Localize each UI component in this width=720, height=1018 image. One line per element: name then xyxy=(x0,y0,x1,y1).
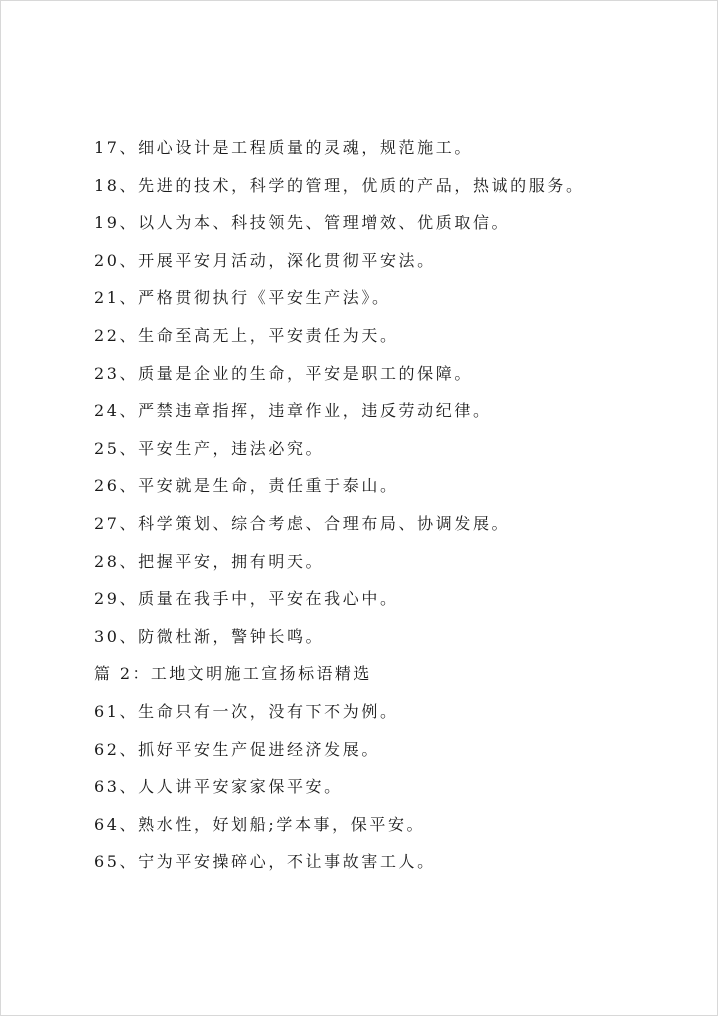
slogan-line-61: 61、生命只有一次，没有下不为例。 xyxy=(94,701,399,721)
document-body xyxy=(94,129,694,881)
slogan-line-27: 27、科学策划、综合考虑、合理布局、协调发展。 xyxy=(94,513,511,533)
slogan-line-28: 28、把握平安，拥有明天。 xyxy=(94,551,325,571)
slogan-line-64: 64、熟水性，好划船;学本事，保平安。 xyxy=(94,814,426,834)
section-heading: 篇 2：工地文明施工宣扬标语精选 xyxy=(94,664,372,684)
slogan-line-23: 23、质量是企业的生命，平安是职工的保障。 xyxy=(94,363,473,383)
slogan-line-29: 29、质量在我手中，平安在我心中。 xyxy=(94,589,399,609)
slogan-line-17: 17、细心设计是工程质量的灵魂，规范施工。 xyxy=(94,138,473,157)
slogan-line-26: 26、平安就是生命，责任重于泰山。 xyxy=(94,476,399,496)
slogan-line-30: 30、防微杜渐，警钟长鸣。 xyxy=(94,626,325,646)
slogan-line-22: 22、生命至高无上，平安责任为天。 xyxy=(94,325,399,345)
slogan-line-20: 20、开展平安月活动，深化贯彻平安法。 xyxy=(94,250,436,270)
slogan-line-62: 62、抓好平安生产促进经济发展。 xyxy=(94,739,380,759)
slogan-line-21: 21、严格贯彻执行《平安生产法》。 xyxy=(94,288,391,308)
slogan-line-18: 18、先进的技术，科学的管理，优质的产品，热诚的服务。 xyxy=(94,175,585,195)
slogan-line-24: 24、严禁违章指挥，违章作业，违反劳动纪律。 xyxy=(94,401,492,421)
slogan-line-25: 25、平安生产，违法必究。 xyxy=(94,438,325,458)
slogan-line-19: 19、以人为本、科技领先、管理增效、优质取信。 xyxy=(94,213,511,233)
slogan-line-63: 63、人人讲平安家家保平安。 xyxy=(94,777,343,797)
slogan-line-65: 65、宁为平安操碎心，不让事故害工人。 xyxy=(94,852,436,872)
